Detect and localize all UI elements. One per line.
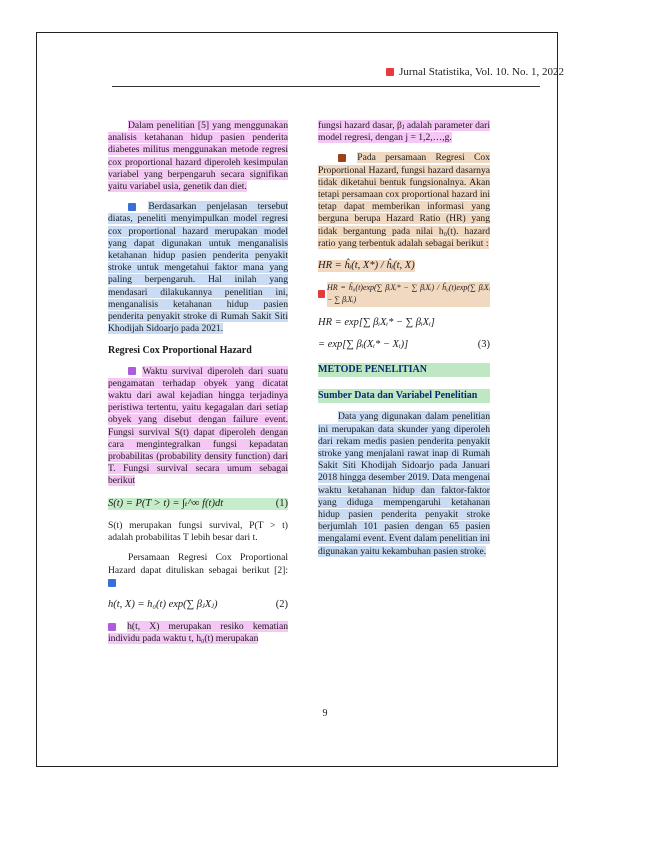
paragraph: h(t, X) merupakan resiko kematian individu pada waktu t, h₀(t) merupakan bbox=[108, 621, 288, 645]
paragraph: fungsi hazard dasar, βⱼ adalah parameter dari model regresi, dengan j = 1,2,…,g. bbox=[318, 120, 490, 144]
page-number: 9 bbox=[322, 708, 328, 719]
left-column bbox=[108, 120, 288, 654]
journal-header: Jurnal Statistika, Vol. 10. No. 1, 2022 bbox=[386, 66, 564, 78]
section-heading: Regresi Cox Proportional Hazard bbox=[108, 345, 252, 357]
right-column bbox=[318, 120, 490, 566]
annotation-marker bbox=[386, 68, 394, 76]
equation-1: S(t) = P(T > t) = ∫ₜ^∞ f(t)dt (1) bbox=[108, 497, 288, 509]
section-heading: METODE PENELITIAN bbox=[318, 363, 490, 377]
annotation-marker bbox=[338, 154, 346, 162]
paragraph: Waktu survival diperoleh dari suatu pengamatan terhadap obyek yang dicatat waktu dari awal kejadian hingga terjadinya peristiwa tertentu, yaitu kegagalan dari setiap obyek yang disebut dengan failure event. Fungsi survival S(t) dapat diperoleh dengan cara mengintegralkan fungsi kepadatan probabilitas (probability density function) dari T. Fungsi survival secara umum sebagai berikut bbox=[108, 365, 288, 487]
annotation-marker bbox=[128, 203, 136, 211]
equation-hr-4: = exp[∑ βᵢ(Xᵢ* − Xᵢ)] (3) bbox=[318, 338, 490, 350]
annotation-marker bbox=[318, 290, 325, 298]
paragraph: S(t) merupakan fungsi survival, P(T > t) adalah probabilitas T lebih besar dari t. bbox=[108, 519, 288, 544]
paragraph: Persamaan Regresi Cox Proportional Hazard dapat dituliskan sebagai berikut [2]: bbox=[108, 552, 288, 589]
equation-2: h(t, X) = h₀(t) exp(∑ βⱼXⱼ) (2) bbox=[108, 598, 288, 610]
paragraph: Dalam penelitian [5] yang menggunakan analisis ketahanan hidup pasien penderita diabetes militus menggunakan metode regresi cox proportional hazard diperoleh kesimpulan variabel yang berpengaruh secara signifikan yaitu variabel usia, genetik dan diet. bbox=[108, 120, 288, 193]
annotation-marker bbox=[128, 367, 136, 375]
equation-hr-3: HR = exp[∑ βᵢXᵢ* − ∑ βᵢXᵢ] bbox=[318, 316, 435, 328]
equation-hr-1: HR = ĥᵢ(t, X*) / ĥᵢ(t, X) bbox=[318, 260, 415, 272]
paragraph: Berdasarkan penjelasan tersebut diatas, peneliti menyimpulkan model regresi cox proportional hazard merupakan model yang dapat digunakan untuk menganalisis ketahanan hidup pasien penderita penyakit stroke untuk mengetahui faktor mana yang paling berpengaruh. Hal inilah yang mendasari dilakukannya penelitian ini, menganalisis ketahanan hidup pasien penderita penyakit stroke di Rumah Sakit Siti Khodijah Sidoarjo pada 2021. bbox=[108, 201, 288, 335]
header-rule bbox=[112, 86, 540, 87]
annotation-marker bbox=[108, 623, 116, 631]
paragraph: Pada persamaan Regresi Cox Proportional Hazard, fungsi hazard dasarnya tidak diketahui bentuk fungsionalnya. Akan tetapi persamaan cox proportional hazard ini tetap dapat memberikan informasi yang berguna berupa Hazard Ratio (HR) yang tidak bergantung pada nilai h₀(t). hazard ratio yang terbentuk adalah sebagai berikut : bbox=[318, 152, 490, 249]
subsection-heading: Sumber Data dan Variabel Penelitian bbox=[318, 389, 490, 403]
equation-hr-2: HR = ĥ₀(t)exp(∑ βᵢXᵢ* − ∑ βᵢXᵢ) / ĥ₀(t)exp(∑ βᵢXᵢ − ∑ βᵢXᵢ) bbox=[318, 282, 490, 306]
annotation-marker bbox=[108, 579, 116, 587]
paragraph: Data yang digunakan dalam penelitian ini merupakan data skunder yang diperoleh dari rekam medis pasien penderita penyakit stroke yang menjalani rawat inap di Rumah Sakit Siti Khodijah Sidoarjo pada Januari 2018 hingga desember 2019. Data mengenai waktu ketahanan hidup dan faktor-faktor yang diduga mempengaruhi ketahanan hidup pasien penderita penyakit stroke berjumlah 101 pasien dengan 65 pasien mengalami event. Event dalam penelitian ini digunakan yaitu kekambuhan pasien stroke. bbox=[318, 411, 490, 557]
